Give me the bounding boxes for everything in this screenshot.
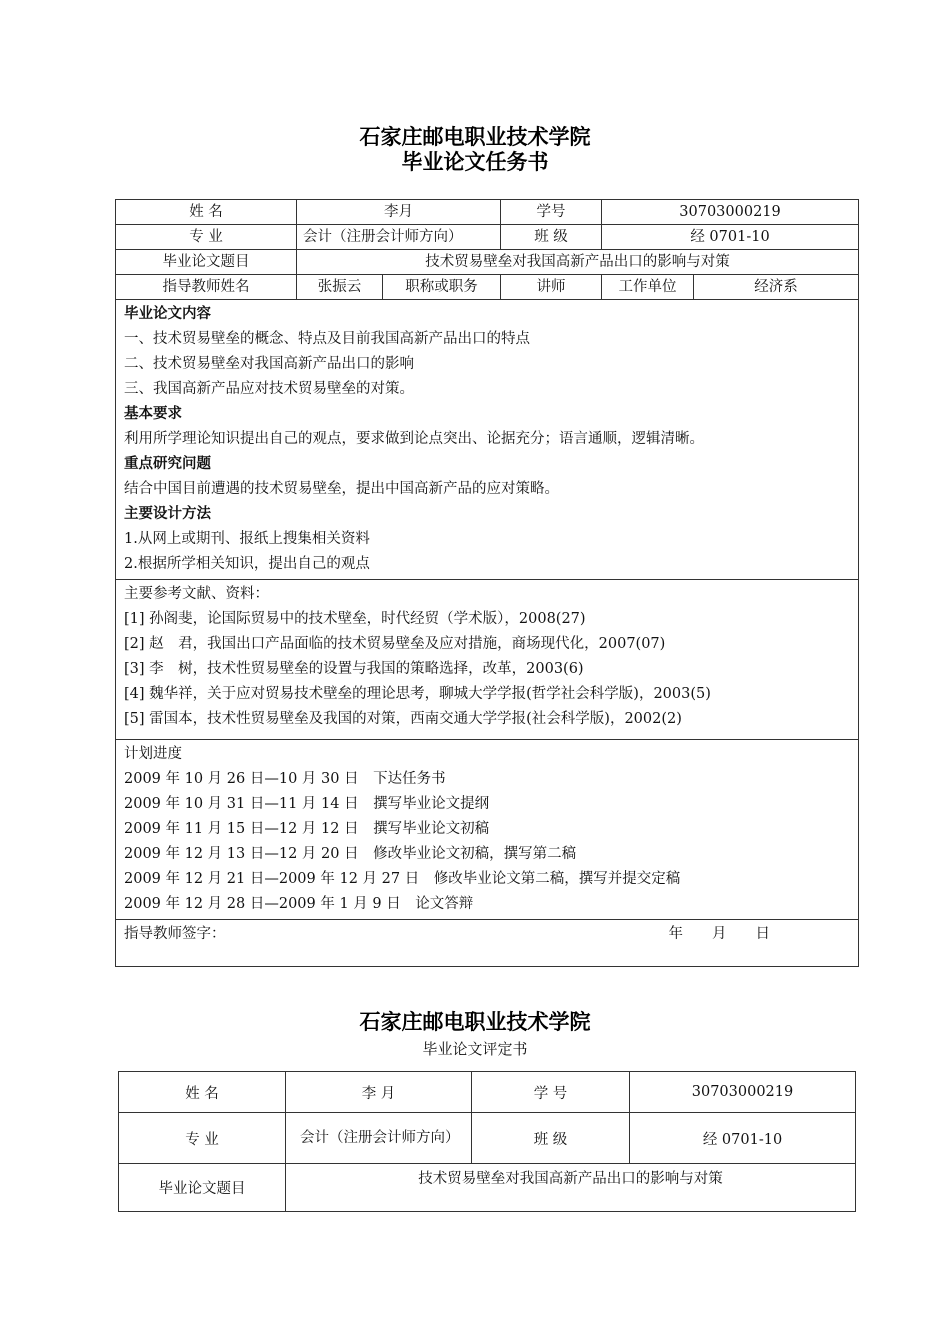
major-value: 会计（注册会计师方向） — [297, 225, 501, 250]
advisor-name: 张振云 — [297, 275, 383, 300]
content-section — [116, 300, 859, 580]
school-title: 石家庄邮电职业技术学院 — [359, 125, 591, 149]
eval-name-label: 姓 名 — [119, 1072, 286, 1113]
class-label: 班 级 — [501, 225, 602, 250]
requirements-heading: 基本要求 — [124, 406, 182, 422]
reference-item: [1] 孙阁斐，论国际贸易中的技术壁垒，时代经贸（学术版），2008(27) — [124, 611, 586, 627]
eval-topic-value: 技术贸易壁垒对我国高新产品出口的影响与对策 — [286, 1164, 856, 1212]
reference-item: [3] 李 树，技术性贸易壁垒的设置与我国的策略选择，改革，2003(6) — [124, 661, 584, 677]
content-item: 三、我国高新产品应对技术贸易壁垒的对策。 — [124, 381, 414, 397]
requirements-text: 利用所学理论知识提出自己的观点，要求做到论点突出、论据充分；语言通顺，逻辑清晰。 — [124, 431, 704, 447]
eval-student-id-label: 学 号 — [472, 1072, 630, 1113]
name-label: 姓 名 — [116, 200, 297, 225]
reference-item: [5] 雷国本，技术性贸易壁垒及我国的对策，西南交通大学学报(社会科学版)，2002(2) — [124, 711, 682, 727]
signature-section — [116, 920, 859, 967]
schedule-item: 2009 年 10 月 26 日—10 月 30 日 下达任务书 — [124, 771, 446, 787]
eval-table — [118, 1071, 856, 1212]
method-item: 2.根据所学相关知识，提出自己的观点 — [124, 556, 370, 572]
student-id-label: 学号 — [501, 200, 602, 225]
schedule-section — [116, 740, 859, 920]
method-item: 1.从网上或期刊、报纸上搜集相关资料 — [124, 531, 370, 547]
eval-major-label: 专 业 — [119, 1113, 286, 1164]
eval-doc-title: 毕业论文评定书 — [422, 1040, 528, 1058]
signature-date: 年 月 日 — [668, 926, 771, 942]
eval-student-name: 李 月 — [286, 1072, 472, 1113]
content-heading: 毕业论文内容 — [124, 306, 211, 322]
reference-item: [4] 魏华祥，关于应对贸易技术壁垒的理论思考，聊城大学学报(哲学社会科学版)，2003(5) — [124, 686, 711, 702]
content-item: 一、技术贸易壁垒的概念、特点及目前我国高新产品出口的特点 — [124, 331, 530, 347]
unit-label: 工作单位 — [602, 275, 694, 300]
eval-student-id: 30703000219 — [630, 1072, 856, 1113]
task-table — [115, 199, 859, 967]
eval-class-label: 班 级 — [472, 1113, 630, 1164]
schedule-heading: 计划进度 — [124, 746, 182, 762]
rank-label: 职称或职务 — [383, 275, 501, 300]
doc-title: 毕业论文任务书 — [401, 150, 549, 174]
focus-text: 结合中国目前遭遇的技术贸易壁垒，提出中国高新产品的应对策略。 — [124, 481, 559, 497]
unit-value: 经济系 — [694, 275, 859, 300]
schedule-item: 2009 年 11 月 15 日—12 月 12 日 撰写毕业论文初稿 — [124, 821, 490, 837]
references-heading: 主要参考文献、资料： — [124, 586, 269, 602]
content-item: 二、技术贸易壁垒对我国高新产品出口的影响 — [124, 356, 414, 372]
advisor-label: 指导教师姓名 — [116, 275, 297, 300]
schedule-item: 2009 年 10 月 31 日—11 月 14 日 撰写毕业论文提纲 — [124, 796, 490, 812]
focus-heading: 重点研究问题 — [124, 456, 211, 472]
eval-school-title: 石家庄邮电职业技术学院 — [359, 1010, 591, 1034]
signature-label: 指导教师签字： — [124, 926, 226, 942]
student-id: 30703000219 — [602, 200, 859, 225]
topic-label: 毕业论文题目 — [116, 250, 297, 275]
topic-value: 技术贸易壁垒对我国高新产品出口的影响与对策 — [297, 250, 859, 275]
schedule-item: 2009 年 12 月 28 日—2009 年 1 月 9 日 论文答辩 — [124, 896, 474, 912]
major-label: 专 业 — [116, 225, 297, 250]
eval-major-value: 会计（注册会计师方向） — [286, 1113, 472, 1164]
student-name: 李月 — [297, 200, 501, 225]
references-section — [116, 580, 859, 740]
class-value: 经 0701-10 — [602, 225, 859, 250]
schedule-item: 2009 年 12 月 13 日—12 月 20 日 修改毕业论文初稿，撰写第二稿 — [124, 846, 577, 862]
reference-item: [2] 赵 君，我国出口产品面临的技术贸易壁垒及应对措施，商场现代化，2007(07) — [124, 636, 666, 652]
eval-class-value: 经 0701-10 — [630, 1113, 856, 1164]
rank-value: 讲师 — [501, 275, 602, 300]
eval-topic-label: 毕业论文题目 — [119, 1164, 286, 1212]
method-heading: 主要设计方法 — [124, 506, 211, 522]
schedule-item: 2009 年 12 月 21 日—2009 年 12 月 27 日 修改毕业论文第二稿，撰写并提交定稿 — [124, 871, 681, 887]
